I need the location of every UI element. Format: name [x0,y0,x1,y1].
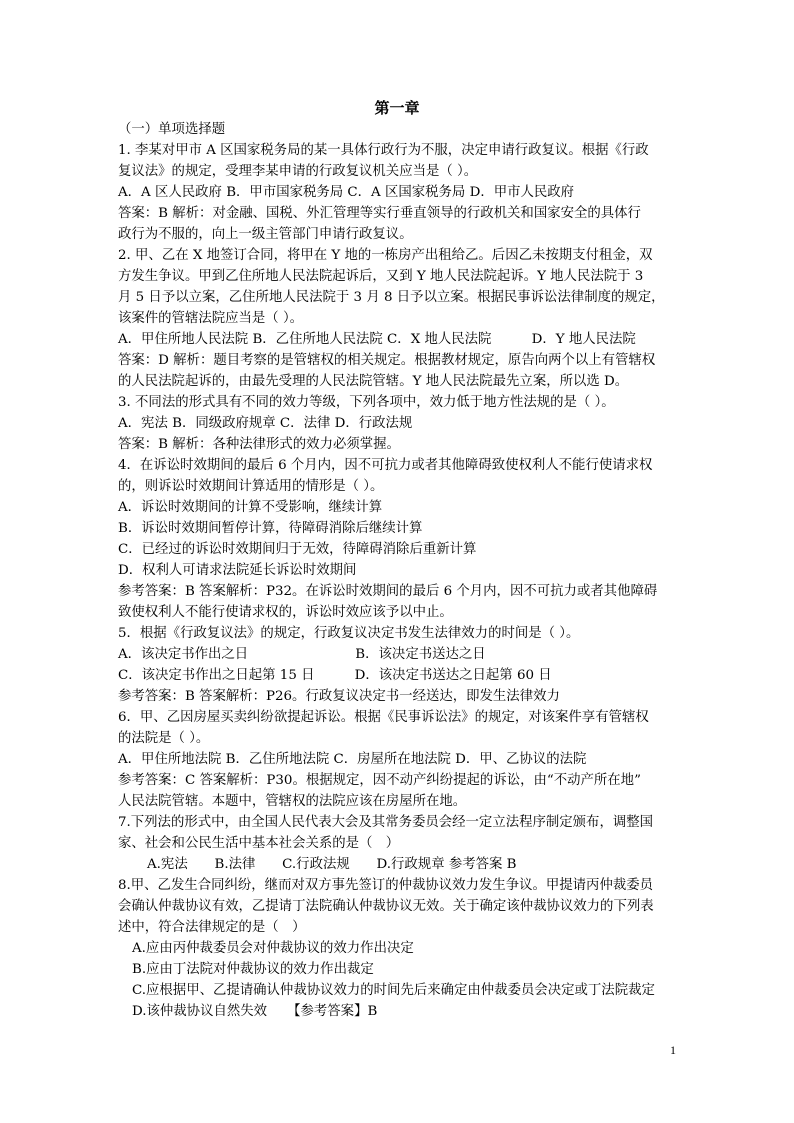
text-line: A．该决定书作出之日 B．该决定书送达之日 [118,647,486,662]
text-line: 参考答案：C 答案解析：P30。根据规定，因不动产纠纷提起的诉讼，由“不动产所在地” [118,773,641,788]
text-line: 的法院是（ ）。 [118,731,210,746]
text-line: 的人民法院起诉的，由最先受理的人民法院管辖。Y 地人民法院最先立案，所以选 D。 [118,374,629,389]
text-line: C．该决定书作出之日起第 15 日 D．该决定书送达之日起第 60 日 [118,668,552,683]
text-line: 6．甲、乙因房屋买卖纠纷欲提起诉讼。根据《民事诉讼法》的规定，对该案件享有管辖权 [118,710,649,725]
text-line: 政行为不服的，向上一级主管部门申请行政复议。 [118,227,413,242]
text-line: B．诉讼时效期间暂停计算，待障碍消除后继续计算 [118,521,423,536]
text-line: 答案：B 解析：对金融、国税、外汇管理等实行垂直领导的行政机关和国家安全的具体行 [118,206,641,221]
text-line: 4．在诉讼时效期间的最后 6 个月内，因不可抗力或者其他障碍致使权利人不能行使请求权 [118,458,653,473]
text-line: A.宪法 B.法律 C.行政法规 D.行政规章 参考答案 B [147,857,517,872]
text-line: A．A 区人民政府 B．甲市国家税务局 C．A 区国家税务局 D．甲市人民政府 [118,185,575,200]
text-line: 2. 甲、乙在 X 地签订合同，将甲在 Y 地的一栋房产出租给乙。后因乙未按期支付租金，双 [118,248,653,263]
page-number: 1 [670,1043,676,1057]
text-line: D.该仲裁协议自然失效 【参考答案】B [132,1004,378,1019]
text-line: 方发生争议。甲到乙住所地人民法院起诉后，又到 Y 地人民法院起诉。Y 地人民法院于 3 [118,269,644,284]
text-line: 述中，符合法律规定的是（ ） [118,920,306,935]
chapter-title: 第一章 [374,99,420,117]
text-line: 会确认仲裁协议有效，乙提请丁法院确认仲裁协议无效。关于确定该仲裁协议效力的下列表 [118,899,654,914]
text-line: 5．根据《行政复议法》的规定，行政复议决定书发生法律效力的时间是（ ）。 [118,626,580,641]
text-line: 答案：D 解析：题目考察的是管辖权的相关规定。根据教材规定，原告向两个以上有管辖权 [118,353,656,368]
text-line: 7.下列法的形式中，由全国人民代表大会及其常务委员会经一定立法程序制定颁布，调整国 [118,815,654,830]
text-line: 8.甲、乙发生合同纠纷，继而对双方事先签订的仲裁协议效力发生争议。甲提请丙仲裁委员 [118,878,654,893]
text-line: 1. 李某对甲市 A 区国家税务局的某一具体行政行为不服，决定申请行政复议。根据《行政 [118,143,649,158]
text-line: 该案件的管辖法院应当是（ ）。 [118,311,304,326]
text-line: 家、社会和公民生活中基本社会关系的是（ ） [118,836,400,851]
text-line: D．权利人可请求法院延长诉讼时效期间 [118,563,357,578]
text-line: 的，则诉讼时效期间计算适用的情形是（ ）。 [118,479,384,494]
text-line: B.应由丁法院对仲裁协议的效力作出裁定 [132,962,374,977]
text-line: A．甲住所地人民法院 B．乙住所地人民法院 C．X 地人民法院 D．Y 地人民法院 [118,332,636,347]
text-line: A.应由丙仲裁委员会对仲裁协议的效力作出决定 [132,941,414,956]
text-line: （一）单项选择题 [118,122,226,137]
document-body [118,119,678,1022]
text-line: 人民法院管辖。本题中，管辖权的法院应该在房屋所在地。 [118,794,467,809]
text-line: A．宪法 B．同级政府规章 C．法律 D．行政法规 [118,416,413,431]
text-line: 月 5 日予以立案，乙住所地人民法院于 3 月 8 日予以立案。根据民事诉讼法律制度的规定， [118,290,665,305]
text-line: C．已经过的诉讼时效期间归于无效，待障碍消除后重新计算 [118,542,477,557]
text-line: A．甲住所地法院 B．乙住所地法院 C．房屋所在地法院 D．甲、乙协议的法院 [118,752,587,767]
text-line: 参考答案：B 答案解析：P32。在诉讼时效期间的最后 6 个月内，因不可抗力或者其他障碍 [118,584,658,599]
text-line: 致使权利人不能行使请求权的，诉讼时效应该予以中止。 [118,605,453,620]
text-line: C.应根据甲、乙提请确认仲裁协议效力的时间先后来确定由仲裁委员会决定或丁法院裁定 [132,983,655,998]
text-line: 3. 不同法的形式具有不同的效力等级，下列各项中，效力低于地方性法规的是（ ）。 [118,395,615,410]
text-line: A．诉讼时效期间的计算不受影响，继续计算 [118,500,383,515]
text-line: 答案：B 解析：各种法律形式的效力必须掌握。 [118,437,400,452]
text-line: 复议法》的规定，受理李某申请的行政复议机关应当是（ ）。 [118,164,478,179]
text-line: 参考答案：B 答案解析：P26。行政复议决定书一经送达，即发生法律效力 [118,689,560,704]
